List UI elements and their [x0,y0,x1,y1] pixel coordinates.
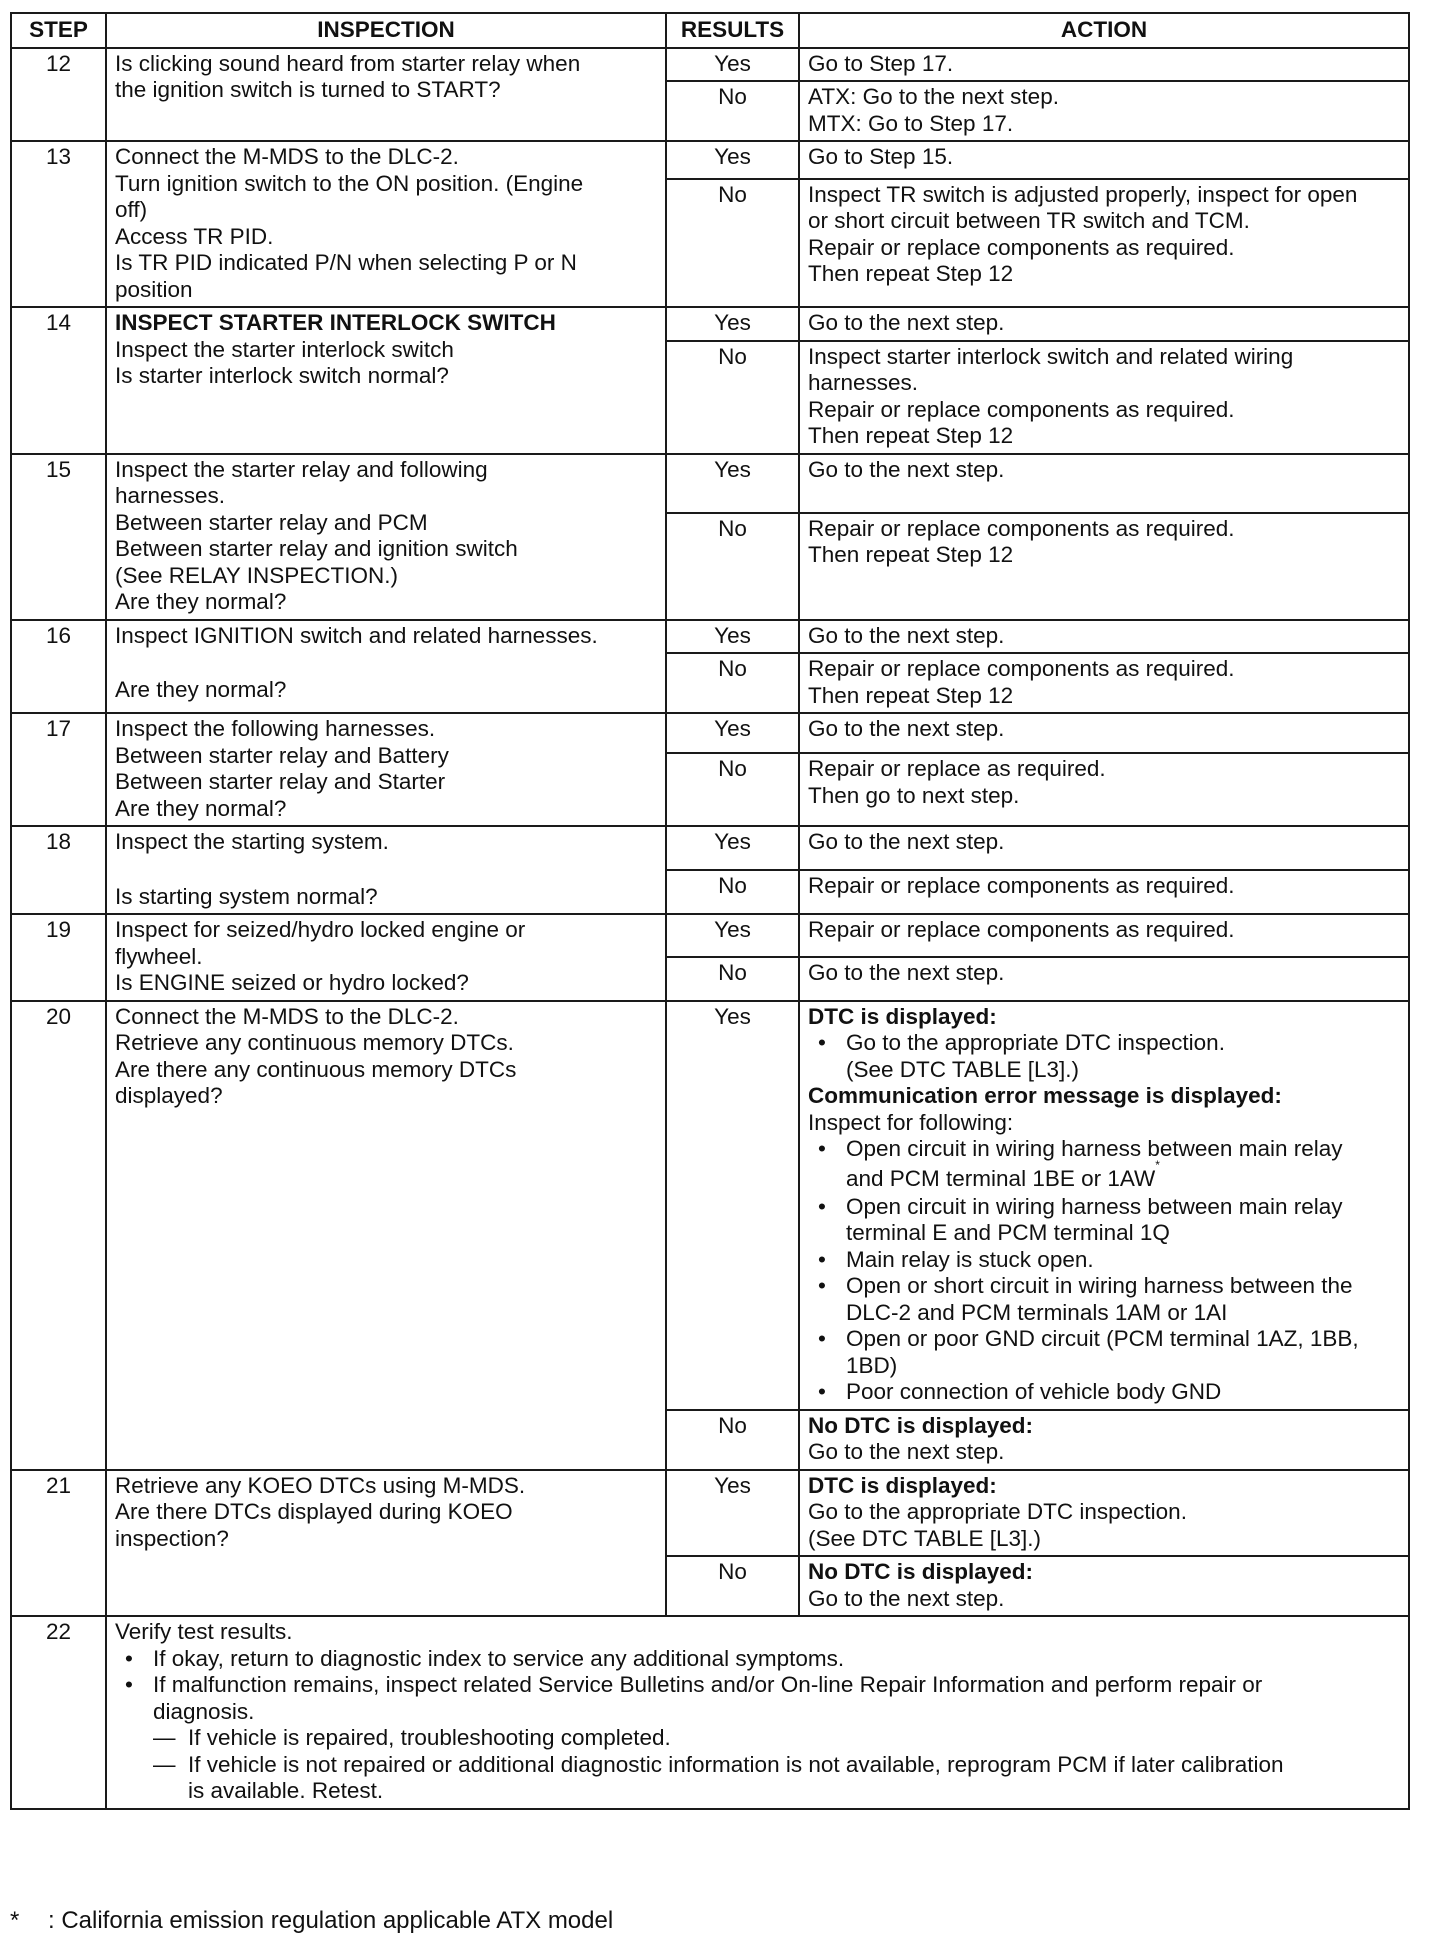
footnote-asterisk: * [10,1907,20,1934]
table-row [11,620,1409,654]
action-no: Repair or replace components as required. Then repeat Step 12 [799,513,1409,620]
action-yes: Go to the next step. [799,307,1409,341]
action-no: Go to the next step. [799,957,1409,1000]
inspection-cell: Inspect IGNITION switch and related harnesses. Are they normal? [106,620,666,714]
action-yes: DTC is displayed: • Go to the appropriate DTC inspection. (See DTC TABLE [L3].) Communication error message is displayed: Inspect for following: • Open circuit in wiring harness between main relay and PCM terminal 1BE or 1AW* • Open circuit in wiring harness between main relay terminal E and PCM terminal 1Q • Main relay is stuck open. • Open or short circuit in wiring harness between the DLC-2 and PCM terminals 1AM or 1AI • Open or poor GND circuit (PCM terminal 1AZ, 1BB, 1BD) • Poor connection of vehicle body GND [799,1001,1409,1410]
action-yes: DTC is displayed: Go to the appropriate DTC inspection. (See DTC TABLE [L3].) [799,1470,1409,1557]
list-item: — If vehicle is repaired, troubleshooting completed. [153,1725,1400,1752]
table-row [11,1001,1409,1410]
result-no: No [666,179,799,307]
diagnostic-procedure-sheet [10,12,1408,1810]
inspection-heading: INSPECT STARTER INTERLOCK SWITCH [115,310,556,335]
action-no: No DTC is displayed: Go to the next step. [799,1556,1409,1616]
dtc-action-list [808,1030,1400,1083]
action-yes: Go to Step 15. [799,141,1409,179]
header-action: ACTION [799,13,1409,48]
list-item: • If malfunction remains, inspect related Service Bulletins and/or On-line Repair Information and perform repair or diagnosis. [115,1672,1400,1725]
action-no: Repair or replace components as required. [799,870,1409,914]
diagnostic-table [10,12,1410,1810]
action-yes: Go to the next step. [799,826,1409,870]
list-item: • If okay, return to diagnostic index to service any additional symptoms. [115,1646,1400,1673]
step-number: 14 [11,307,106,454]
inspection-cell: Inspect the following harnesses. Between starter relay and Battery Between starter relay and Starter Are they normal? [106,713,666,826]
table-row [11,713,1409,753]
result-no: No [666,81,799,141]
action-yes: Repair or replace components as required. [799,914,1409,957]
result-yes: Yes [666,141,799,179]
action-no: ATX: Go to the next step. MTX: Go to Step 17. [799,81,1409,141]
step-number: 13 [11,141,106,307]
list-item: • Go to the appropriate DTC inspection. (See DTC TABLE [L3].) [808,1030,1400,1083]
inspection-cell: Inspect the starting system. Is starting system normal? [106,826,666,914]
step-number: 15 [11,454,106,620]
inspection-cell: Inspect for seized/hydro locked engine or flywheel. Is ENGINE seized or hydro locked? [106,914,666,1001]
inspection-cell: INSPECT STARTER INTERLOCK SWITCH Inspect the starter interlock switch Is starter interlock switch normal? [106,307,666,454]
result-no: No [666,1410,799,1470]
list-item: • Open circuit in wiring harness between main relay terminal E and PCM terminal 1Q [808,1194,1400,1247]
table-row [11,307,1409,341]
table-row [11,1616,1409,1809]
inspection-cell: Inspect the starter relay and following harnesses. Between starter relay and PCM Between starter relay and ignition switch (See RELAY INSPECTION.) Are they normal? [106,454,666,620]
action-no: Inspect TR switch is adjusted properly, inspect for open or short circuit between TR switch and TCM. Repair or replace components as required. Then repeat Step 12 [799,179,1409,307]
result-no: No [666,957,799,1000]
list-item: • Poor connection of vehicle body GND [808,1379,1400,1406]
action-yes: Go to the next step. [799,454,1409,513]
result-yes: Yes [666,713,799,753]
step-number: 16 [11,620,106,714]
list-item: — If vehicle is not repaired or additional diagnostic information is not available, reprogram PCM if later calibration is available. Retest. [153,1752,1400,1805]
result-yes: Yes [666,1470,799,1557]
result-yes: Yes [666,454,799,513]
table-row [11,826,1409,870]
verification-cell: Verify test results. • If okay, return to diagnostic index to service any additional symptoms. • If malfunction remains, inspect related Service Bulletins and/or On-line Repair Information and perform repair or diagnosis. — If vehicle is repaired, troubleshooting completed. — If vehicle is not repaired or additional diagnostic information is not available, reprogram PCM if later calibration is available. Retest. [106,1616,1409,1809]
footnote-text: : California emission regulation applicable ATX model [48,1907,614,1934]
step-number: 22 [11,1616,106,1809]
action-yes: Go to the next step. [799,713,1409,753]
list-item: • Open or poor GND circuit (PCM terminal 1AZ, 1BB, 1BD) [808,1326,1400,1379]
inspection-cell: Retrieve any KOEO DTCs using M-MDS. Are there DTCs displayed during KOEO inspection? [106,1470,666,1617]
step-number: 19 [11,914,106,1001]
header-results: RESULTS [666,13,799,48]
step-number: 20 [11,1001,106,1470]
header-step: STEP [11,13,106,48]
result-no: No [666,341,799,454]
header-inspection: INSPECTION [106,13,666,48]
list-item: • Open circuit in wiring harness between main relay and PCM terminal 1BE or 1AW* [808,1136,1400,1194]
result-yes: Yes [666,620,799,654]
result-no: No [666,513,799,620]
action-yes: Go to the next step. [799,620,1409,654]
action-no: Inspect starter interlock switch and related wiring harnesses. Repair or replace components as required. Then repeat Step 12 [799,341,1409,454]
step-number: 17 [11,713,106,826]
table-row [11,1470,1409,1557]
result-yes: Yes [666,48,799,82]
result-no: No [666,653,799,713]
list-item: • Main relay is stuck open. [808,1247,1400,1274]
step-number: 12 [11,48,106,142]
table-header-row [11,13,1409,48]
table-row [11,914,1409,957]
result-yes: Yes [666,914,799,957]
result-yes: Yes [666,1001,799,1410]
result-yes: Yes [666,307,799,341]
verification-sublist [115,1725,1400,1805]
result-no: No [666,870,799,914]
inspection-cell: Is clicking sound heard from starter relay when the ignition switch is turned to START? [106,48,666,142]
table-row [11,141,1409,179]
action-no: No DTC is displayed: Go to the next step. [799,1410,1409,1470]
dtc-displayed-heading: DTC is displayed: [808,1003,997,1029]
asterisk-mark: * [1155,1157,1160,1172]
result-no: No [666,753,799,826]
verification-list [115,1646,1400,1726]
step-number: 18 [11,826,106,914]
table-row [11,454,1409,513]
communication-error-heading: Communication error message is displayed: [808,1083,1282,1108]
action-no: Repair or replace components as required. Then repeat Step 12 [799,653,1409,713]
inspection-cell: Connect the M-MDS to the DLC-2. Turn ignition switch to the ON position. (Engine off) Access TR PID. Is TR PID indicated P/N when selecting P or N position [106,141,666,307]
inspection-cell: Connect the M-MDS to the DLC-2. Retrieve any continuous memory DTCs. Are there any continuous memory DTCs displayed? [106,1001,666,1470]
inspection-items-list [808,1136,1400,1406]
footnote [10,1907,613,1935]
result-yes: Yes [666,826,799,870]
action-yes: Go to Step 17. [799,48,1409,82]
step-number: 21 [11,1470,106,1617]
table-row [11,48,1409,82]
result-no: No [666,1556,799,1616]
action-no: Repair or replace as required. Then go to next step. [799,753,1409,826]
list-item: • Open or short circuit in wiring harness between the DLC-2 and PCM terminals 1AM or 1AI [808,1273,1400,1326]
